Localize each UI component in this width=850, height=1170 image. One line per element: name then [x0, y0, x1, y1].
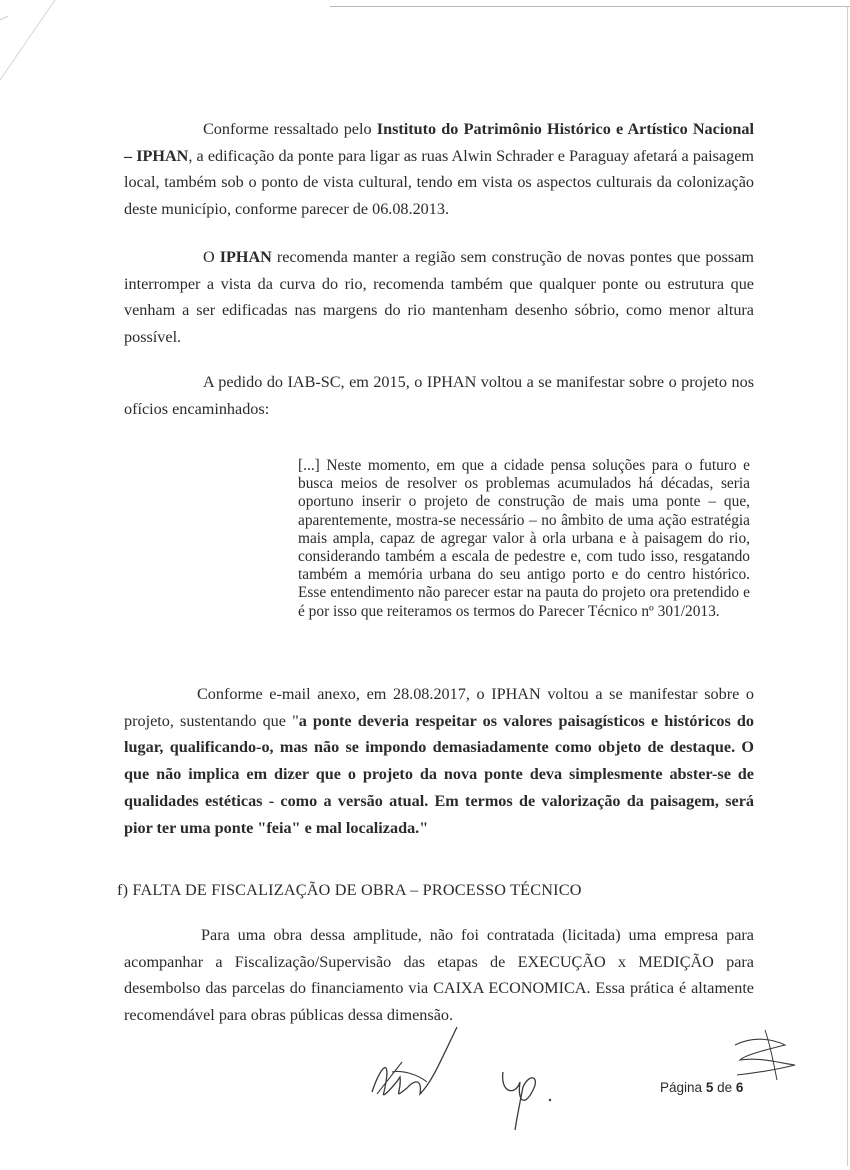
page-number	[660, 1080, 743, 1095]
paragraph-email-statement	[124, 681, 754, 841]
block-quote-iphan: [...] Neste momento, em que a cidade pensa soluções para o futuro e busca meios de resolver os problemas acumulados há décadas, seria oportuno inserir o projeto de construção de mais uma ponte – que, aparentemente, mostra-se necessário – no âmbito de uma ação estratégia mais ampla, capaz de agregar valor à orla urbana e à paisagem do rio, considerando também a escala de pedestre e, com tudo isso, resgatando também a memória urbana do seu antigo porto e do centro histórico. Esse entendimento não parecer estar na pauta do projeto ora pretendido e é por isso que reiteramos os termos do Parecer Técnico nº 301/2013.	[298, 457, 750, 620]
paragraph-inspection	[124, 922, 754, 1029]
institution-name: Instituto do Patrimônio Histórico e Artístico Nacional – IPHAN	[124, 120, 755, 165]
paragraph-text: Para uma obra dessa amplitude, não foi contratada (licitada) uma empresa para acompanhar a Fiscalização/Supervisão das etapas de EXECUÇÃO x MEDIÇÃO para desembolso das parcelas do financiamento via CAIXA ECONOMICA. Essa prática é altamente recomendável para obras públicas dessa dimensão.	[124, 926, 754, 1025]
paragraph-iphan-opinion	[124, 116, 754, 223]
section-title: FALTA DE FISCALIZAÇÃO DE OBRA – PROCESSO TÉCNICO	[132, 881, 582, 899]
paragraph-text: A pedido do IAB-SC, em 2015, o IPHAN voltou a se manifestar sobre o projeto nos ofícios encaminhados:	[124, 373, 754, 418]
signature-2	[495, 1052, 565, 1132]
paragraph-text: O	[203, 248, 220, 266]
page-current: 5	[705, 1080, 714, 1095]
scan-corner-mark	[0, 0, 60, 120]
institution-abbrev: IPHAN	[219, 248, 272, 266]
paragraph-text: Conforme e-mail anexo, em 28.08.2017, o IPHAN voltou a se manifestar sobre o projeto, sustentando que "	[124, 685, 754, 730]
quoted-statement-bold: a ponte deveria respeitar os valores paisagísticos e históricos do lugar, qualificando-o, mas não se impondo demasiadamente como objeto de destaque. O que não implica em dizer que o projeto da nova ponte deva simplesmente abster-se de qualidades estéticas - como a versão atual. Em termos de valorização da paisagem, será pior ter uma ponte "feia" e mal localizada."	[124, 711, 755, 837]
scan-edge-right	[847, 6, 848, 1166]
paragraph-text: , a edificação da ponte para ligar as ruas Alwin Schrader e Paraguay afetará a paisagem local, também sob o ponto de vista cultural, tendo em vista os aspectos culturais da colonização deste município, conforme parecer de 06.08.2013.	[124, 146, 754, 219]
paragraph-iphan-recommendation	[124, 244, 754, 351]
paragraph-iab-request	[124, 369, 754, 422]
signature-1	[362, 1022, 462, 1112]
page-of: de	[717, 1080, 733, 1095]
paragraph-text: recomenda manter a região sem construção de novas pontes que possam interromper a vista da curva do rio, recomenda também que qualquer ponte ou estrutura que venham a ser edificadas nas margens do rio mantenham desenho sóbrio, como menor altura possível.	[124, 248, 754, 347]
scan-edge-top	[330, 6, 850, 7]
rubric-initials	[725, 1025, 805, 1085]
page-word: Página	[660, 1080, 703, 1095]
paragraph-text: Conforme ressaltado pelo	[203, 120, 377, 138]
section-heading	[117, 881, 582, 900]
section-label: f)	[117, 881, 129, 899]
page-total: 6	[735, 1080, 744, 1095]
